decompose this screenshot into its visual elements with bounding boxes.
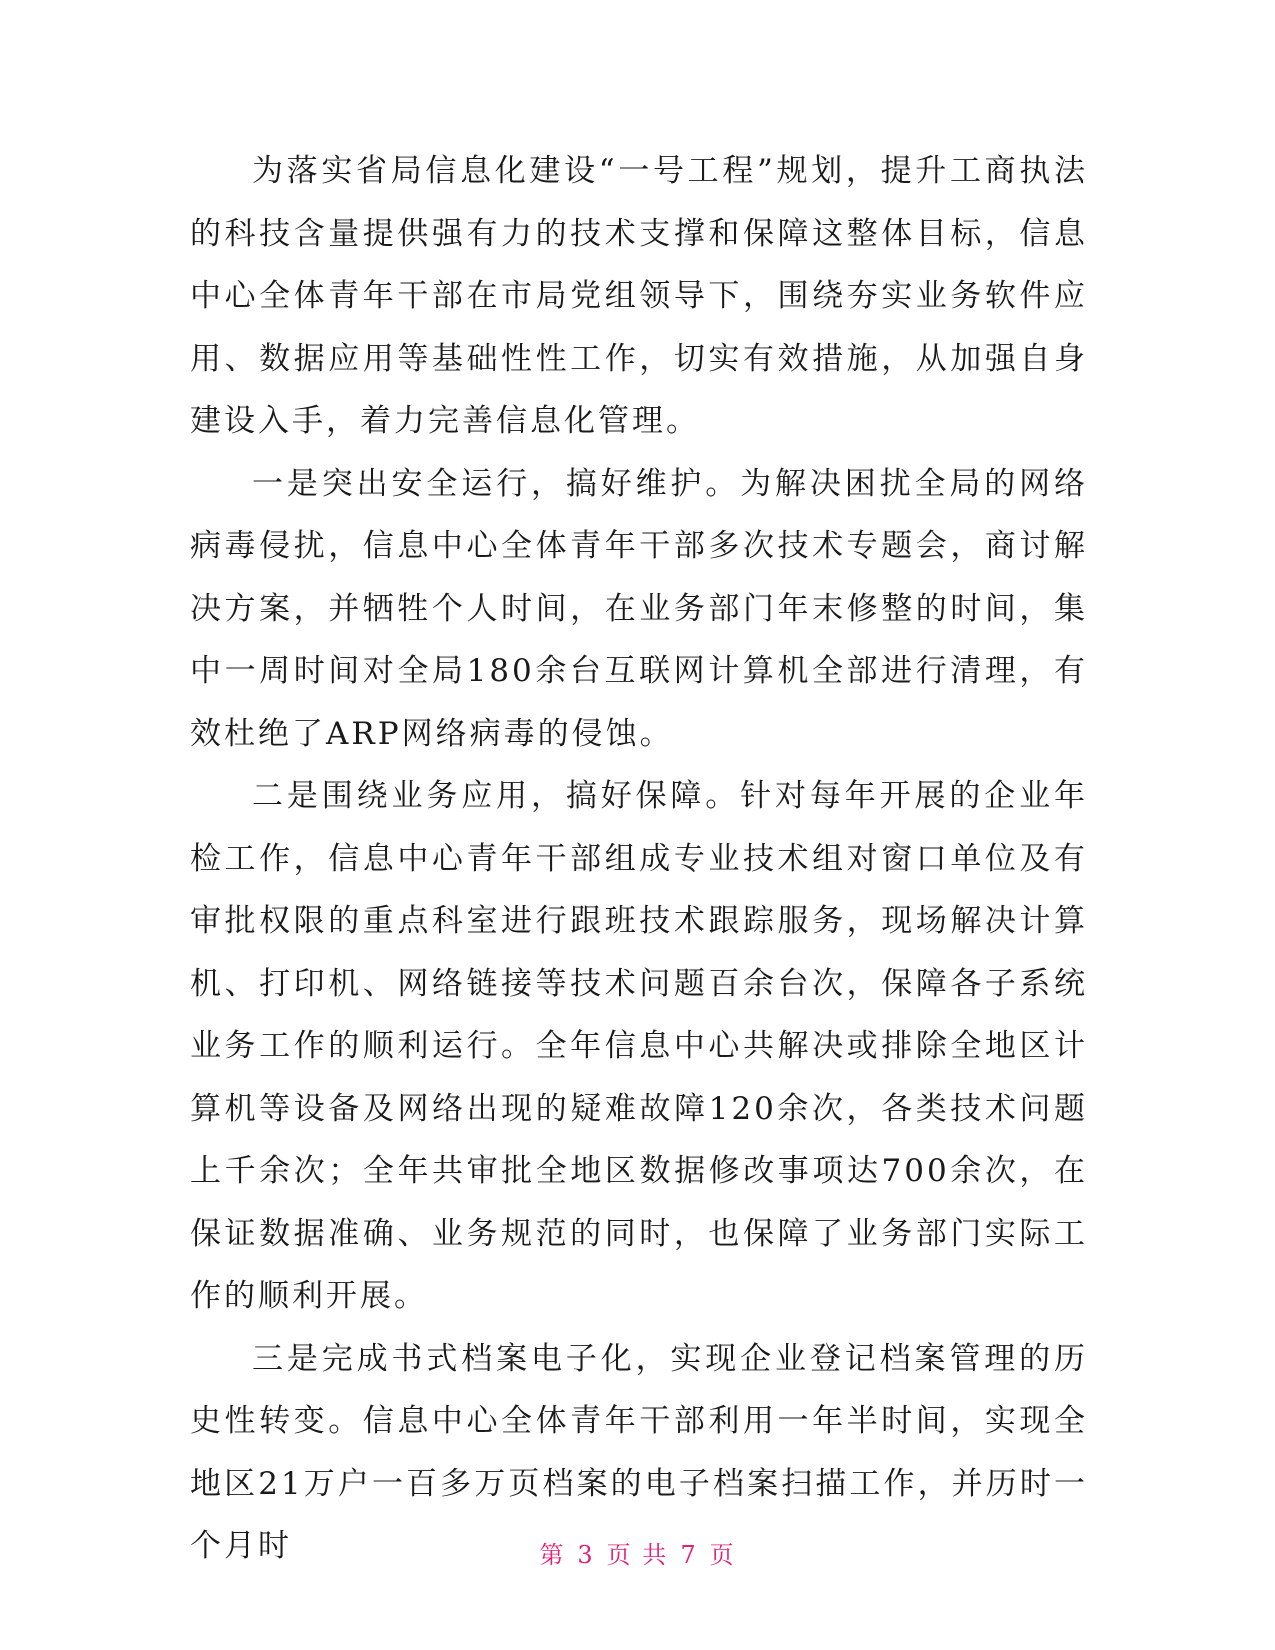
paragraph-archive: 三是完成书式档案电子化，实现企业登记档案管理的历史性转变。信息中心全体青年干部利用一年半时间，实现全地区21万户一百多万页档案的电子档案扫描工作，并历时一个月时 bbox=[190, 1340, 1088, 1564]
footer-suffix: 页 bbox=[709, 1541, 736, 1569]
footer-total-pages: 7 bbox=[680, 1541, 698, 1569]
page-number-footer bbox=[0, 1535, 1275, 1570]
document-body bbox=[190, 140, 1088, 1578]
footer-prefix: 第 bbox=[539, 1541, 566, 1569]
paragraph-business-support: 二是围绕业务应用，搞好保障。针对每年开展的企业年检工作，信息中心青年干部组成专业技术组对窗口单位及有审批权限的重点科室进行跟班技术跟踪服务，现场解决计算机、打印机、网络链接等技术问题百余台次，保障各子系统业务工作的顺利运行。全年信息中心共解决或排除全地区计算机等设备及网络出现的疑难故障120余次，各类技术问题上千余次；全年共审批全地区数据修改事项达700余次，在保证数据准确、业务规范的同时，也保障了业务部门实际工作的顺利开展。 bbox=[190, 778, 1088, 1314]
footer-middle: 页 共 bbox=[606, 1541, 669, 1569]
footer-current-page: 3 bbox=[577, 1541, 595, 1569]
paragraph-security: 一是突出安全运行，搞好维护。为解决困扰全局的网络病毒侵扰，信息中心全体青年干部多次技术专题会，商讨解决方案，并牺牲个人时间，在业务部门年末修整的时间，集中一周时间对全局180余台互联网计算机全部进行清理，有效杜绝了ARP网络病毒的侵蚀。 bbox=[190, 465, 1088, 752]
paragraph-intro: 为落实省局信息化建设“一号工程”规划，提升工商执法的科技含量提供强有力的技术支撑和保障这整体目标，信息中心全体青年干部在市局党组领导下，围绕夯实业务软件应用、数据应用等基础性性工作，切实有效措施，从加强自身建设入手，着力完善信息化管理。 bbox=[190, 153, 1088, 439]
